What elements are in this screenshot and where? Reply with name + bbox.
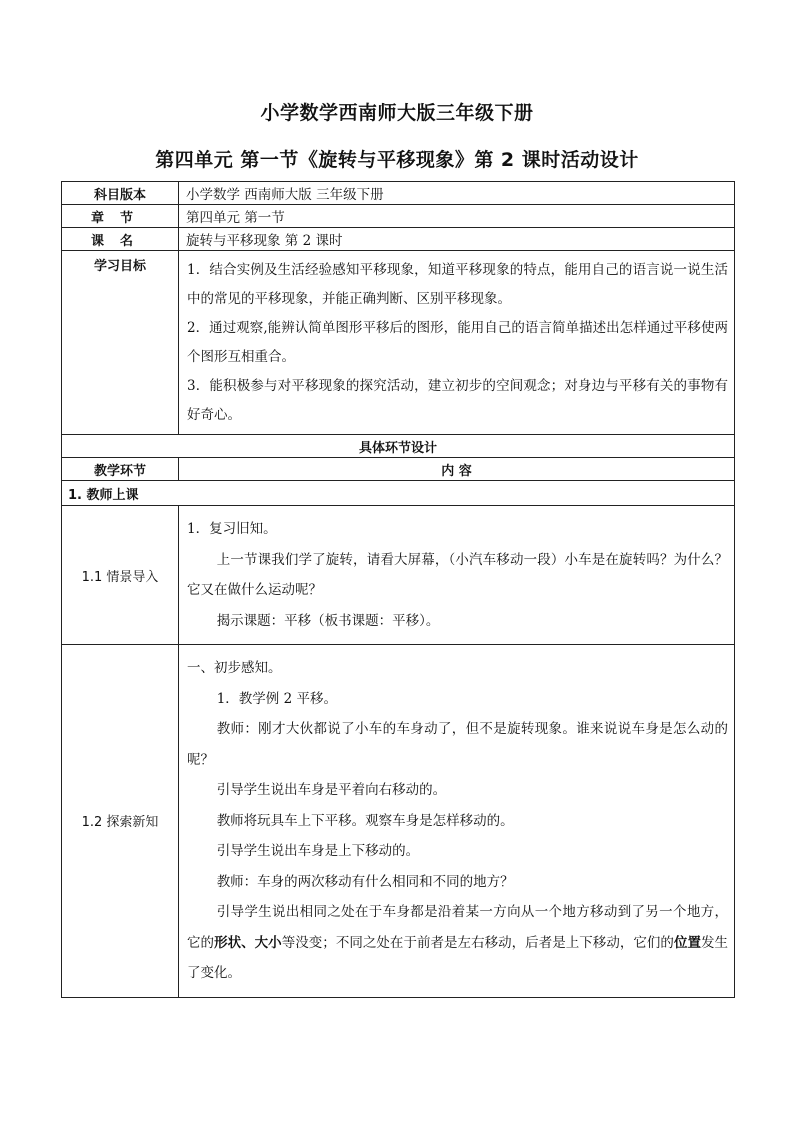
- content-text: 引导学生说出相同之处在于车身都是沿着某一方向从一个地方移动到了另一个地方，它的: [187, 904, 728, 951]
- step-label: 1.1 情景导入: [62, 506, 179, 645]
- column-header-row: [62, 458, 735, 481]
- emphasis-size: 大小: [254, 934, 282, 951]
- goals-row: [62, 251, 735, 435]
- lesson-row: [62, 228, 735, 251]
- content-line: 一、初步感知。: [187, 660, 282, 676]
- design-heading: 具体环节设计: [62, 435, 735, 458]
- content-line: 1．教学例 2 平移。: [216, 690, 337, 707]
- section-title: 1. 教师上课: [62, 481, 735, 506]
- section-row: [62, 481, 735, 506]
- step-row: [62, 645, 735, 998]
- step-row: [62, 506, 735, 645]
- chapter-row: [62, 205, 735, 228]
- step-content: [179, 506, 735, 645]
- subject-row: [62, 182, 735, 205]
- step-label: 1.2 探索新知: [62, 645, 179, 998]
- emphasis-separator: 、: [241, 934, 255, 951]
- content-text: 等没变；不同之处在于前者是左右移动，后者是上下移动，它们的: [281, 934, 674, 951]
- chapter-value: 第四单元 第一节: [179, 205, 735, 228]
- content-line: 揭示课题：平移（板书课题：平移）。: [216, 612, 440, 629]
- content-line: 1．复习旧知。: [187, 521, 277, 537]
- lesson-label: 课名: [62, 228, 179, 251]
- column-header-content: 内 容: [179, 458, 735, 481]
- emphasis-position: 位置: [673, 934, 702, 951]
- content-line: 引导学生说出车身是上下移动的。: [216, 843, 420, 859]
- goal-item: 2．通过观察,能辨认简单图形平移后的图形，能用自己的语言简单描述出怎样通过平移使两个图形互相重合。: [187, 320, 728, 365]
- document-subtitle: 第四单元 第一节《旋转与平移现象》第 2 课时活动设计: [155, 149, 639, 171]
- content-line: 上一节课我们学了旋转，请看大屏幕，（小汽车移动一段）小车是在旋转吗？为什么？它又在做什么运动呢？: [187, 551, 728, 598]
- step-content: [179, 645, 735, 998]
- subject-label: 科目版本: [62, 182, 179, 205]
- content-line: [187, 897, 728, 989]
- content-text: 发生了变化。: [187, 934, 729, 981]
- content-line: 引导学生说出车身是平着向右移动的。: [216, 782, 447, 798]
- goals-content: [179, 251, 735, 435]
- goal-item: 1．结合实例及生活经验感知平移现象，知道平移现象的特点，能用自己的语言说一说生活中的常见的平移现象，并能正确判断、区别平移现象。: [187, 262, 728, 307]
- content-line: 教师将玩具车上下平移。观察车身是怎样移动的。: [216, 812, 514, 829]
- lesson-value: 旋转与平移现象 第 2 课时: [179, 228, 735, 251]
- content-line: 教师：车身的两次移动有什么相同和不同的地方？: [216, 873, 514, 890]
- chapter-label: 章节: [62, 205, 179, 228]
- subject-value: 小学数学 西南师大版 三年级下册: [179, 182, 735, 205]
- lesson-plan-table: [61, 181, 735, 998]
- document-title: 小学数学西南师大版三年级下册: [260, 102, 534, 124]
- goal-item: 3．能积极参与对平移现象的探究活动，建立初步的空间观念；对身边与平移有关的事物有好奇心。: [187, 378, 728, 423]
- goals-label: 学习目标: [62, 251, 179, 435]
- content-line: 教师：刚才大伙都说了小车的车身动了，但不是旋转现象。谁来说说车身是怎么动的呢？: [187, 721, 728, 768]
- emphasis-shape: 形状: [214, 934, 242, 951]
- column-header-step: 教学环节: [62, 458, 179, 481]
- design-heading-row: [62, 435, 735, 458]
